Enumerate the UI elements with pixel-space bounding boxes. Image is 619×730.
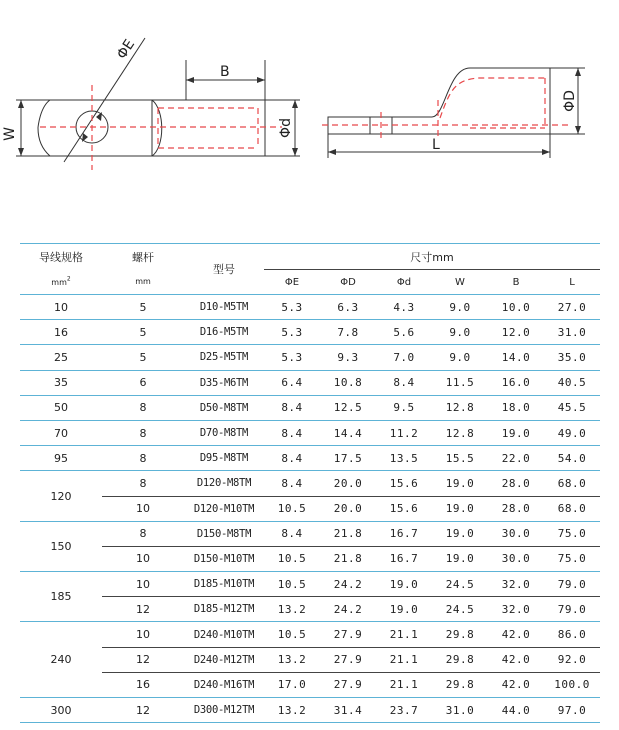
cell-l: 68.0 [544, 471, 600, 496]
cell-bolt: 10 [102, 622, 184, 647]
cell-l: 40.5 [544, 370, 600, 395]
header-dimensions: 尺寸mm [264, 244, 600, 270]
cell-phi-d-small: 19.0 [376, 572, 432, 597]
cell-phi-d-large: 20.0 [320, 471, 376, 496]
table-row [20, 597, 600, 622]
cell-l: 49.0 [544, 420, 600, 445]
cell-b: 19.0 [488, 420, 544, 445]
cell-phi-e: 13.2 [264, 647, 320, 672]
table-row [20, 370, 600, 395]
table-row [20, 345, 600, 370]
cell-phi-e: 6.4 [264, 370, 320, 395]
cell-wire-spec: 150 [20, 521, 102, 571]
cell-phi-d-large: 24.2 [320, 572, 376, 597]
cell-phi-d-small: 15.6 [376, 471, 432, 496]
cell-b: 42.0 [488, 672, 544, 697]
side-view-hidden-lines [322, 78, 568, 140]
cell-bolt: 8 [102, 471, 184, 496]
cell-phi-d-small: 13.5 [376, 446, 432, 471]
cell-b: 42.0 [488, 622, 544, 647]
cell-phi-e: 8.4 [264, 395, 320, 420]
lug-palm-outline [38, 100, 162, 156]
cell-model: D16-M5TM [184, 320, 264, 345]
cell-phi-e: 8.4 [264, 420, 320, 445]
cell-b: 44.0 [488, 698, 544, 723]
cell-l: 79.0 [544, 572, 600, 597]
cell-model: D70-M8TM [184, 420, 264, 445]
terminal-lug-drawing [0, 0, 619, 180]
table-row [20, 395, 600, 420]
cell-phi-e: 17.0 [264, 672, 320, 697]
spec-table-header [20, 244, 600, 295]
cell-bolt: 5 [102, 320, 184, 345]
label-l: L [432, 137, 440, 153]
label-b: B [220, 64, 230, 80]
cell-phi-d-small: 23.7 [376, 698, 432, 723]
table-row [20, 647, 600, 672]
table-row [20, 572, 600, 597]
cell-l: 86.0 [544, 622, 600, 647]
cell-phi-d-small: 4.3 [376, 295, 432, 320]
cell-l: 75.0 [544, 546, 600, 571]
cell-phi-e: 10.5 [264, 546, 320, 571]
cell-bolt: 12 [102, 698, 184, 723]
cell-b: 30.0 [488, 546, 544, 571]
cell-phi-d-small: 11.2 [376, 420, 432, 445]
cell-phi-d-small: 16.7 [376, 521, 432, 546]
cell-w: 29.8 [432, 672, 488, 697]
cell-bolt: 12 [102, 597, 184, 622]
cell-phi-d-large: 27.9 [320, 647, 376, 672]
cell-bolt: 10 [102, 496, 184, 521]
cell-b: 42.0 [488, 647, 544, 672]
cell-l: 75.0 [544, 521, 600, 546]
cell-phi-d-large: 7.8 [320, 320, 376, 345]
cell-w: 19.0 [432, 471, 488, 496]
cell-model: D150-M8TM [184, 521, 264, 546]
cell-bolt: 5 [102, 345, 184, 370]
cell-model: D300-M12TM [184, 698, 264, 723]
cell-l: 45.5 [544, 395, 600, 420]
header-model: 型号 [184, 244, 264, 295]
cell-model: D240-M16TM [184, 672, 264, 697]
cell-b: 30.0 [488, 521, 544, 546]
table-row [20, 420, 600, 445]
top-view-arrows [18, 77, 298, 156]
cell-b: 22.0 [488, 446, 544, 471]
cell-model: D185-M10TM [184, 572, 264, 597]
cell-b: 10.0 [488, 295, 544, 320]
cell-w: 9.0 [432, 345, 488, 370]
cell-phi-d-large: 21.8 [320, 521, 376, 546]
cell-phi-e: 8.4 [264, 521, 320, 546]
cell-bolt: 5 [102, 295, 184, 320]
cell-bolt: 8 [102, 446, 184, 471]
cell-model: D95-M8TM [184, 446, 264, 471]
cell-phi-d-small: 7.0 [376, 345, 432, 370]
header-bolt: 螺杆 [102, 244, 184, 270]
cell-wire-spec: 35 [20, 370, 102, 395]
cell-l: 79.0 [544, 597, 600, 622]
cell-w: 24.5 [432, 597, 488, 622]
cell-phi-d-small: 9.5 [376, 395, 432, 420]
cell-phi-d-large: 24.2 [320, 597, 376, 622]
cell-w: 19.0 [432, 521, 488, 546]
cell-model: D120-M10TM [184, 496, 264, 521]
cell-b: 28.0 [488, 496, 544, 521]
cell-model: D50-M8TM [184, 395, 264, 420]
header-bolt-unit: mm [102, 270, 184, 295]
cell-b: 28.0 [488, 471, 544, 496]
label-phi-d-large: ΦD [562, 90, 578, 112]
side-view [328, 68, 585, 158]
cell-phi-e: 10.5 [264, 622, 320, 647]
cell-bolt: 12 [102, 647, 184, 672]
cell-l: 97.0 [544, 698, 600, 723]
cell-bolt: 8 [102, 420, 184, 445]
header-dim-b: B [488, 270, 544, 295]
cell-phi-d-large: 6.3 [320, 295, 376, 320]
cell-phi-d-small: 8.4 [376, 370, 432, 395]
cell-wire-spec: 25 [20, 345, 102, 370]
header-dim-l: L [544, 270, 600, 295]
cell-w: 19.0 [432, 546, 488, 571]
cell-phi-e: 8.4 [264, 446, 320, 471]
cell-model: D240-M12TM [184, 647, 264, 672]
cell-wire-spec: 16 [20, 320, 102, 345]
spec-table-body [20, 295, 600, 723]
cell-l: 54.0 [544, 446, 600, 471]
cell-wire-spec: 240 [20, 622, 102, 698]
cell-phi-e: 13.2 [264, 597, 320, 622]
table-row [20, 295, 600, 320]
cell-wire-spec: 95 [20, 446, 102, 471]
header-dim-phi-e: ΦE [264, 270, 320, 295]
cell-phi-d-large: 21.8 [320, 546, 376, 571]
cell-phi-d-large: 27.9 [320, 672, 376, 697]
table-row [20, 496, 600, 521]
cell-phi-d-large: 12.5 [320, 395, 376, 420]
cell-phi-d-small: 21.1 [376, 672, 432, 697]
cell-w: 19.0 [432, 496, 488, 521]
cell-w: 24.5 [432, 572, 488, 597]
cell-phi-d-small: 21.1 [376, 622, 432, 647]
cell-phi-e: 5.3 [264, 295, 320, 320]
cell-wire-spec: 50 [20, 395, 102, 420]
cell-phi-d-large: 27.9 [320, 622, 376, 647]
cell-w: 9.0 [432, 295, 488, 320]
table-row [20, 546, 600, 571]
side-view-arrows [328, 68, 581, 155]
header-dim-phi-d-small: Φd [376, 270, 432, 295]
cell-b: 16.0 [488, 370, 544, 395]
cell-wire-spec: 300 [20, 698, 102, 723]
cell-phi-d-large: 9.3 [320, 345, 376, 370]
table-row [20, 446, 600, 471]
cell-w: 12.8 [432, 420, 488, 445]
cell-bolt: 6 [102, 370, 184, 395]
cell-phi-e: 10.5 [264, 572, 320, 597]
cell-phi-e: 5.3 [264, 345, 320, 370]
cell-model: D25-M5TM [184, 345, 264, 370]
table-row [20, 521, 600, 546]
cell-model: D10-M5TM [184, 295, 264, 320]
cell-b: 32.0 [488, 597, 544, 622]
header-wire-unit: $mm^2$ [20, 270, 102, 295]
cell-wire-spec: 120 [20, 471, 102, 521]
cell-phi-d-large: 17.5 [320, 446, 376, 471]
cell-w: 29.8 [432, 622, 488, 647]
cell-l: 92.0 [544, 647, 600, 672]
cell-b: 14.0 [488, 345, 544, 370]
cell-w: 9.0 [432, 320, 488, 345]
cell-b: 32.0 [488, 572, 544, 597]
cell-bolt: 10 [102, 572, 184, 597]
cell-model: D150-M10TM [184, 546, 264, 571]
cell-phi-e: 13.2 [264, 698, 320, 723]
cell-bolt: 16 [102, 672, 184, 697]
cell-l: 31.0 [544, 320, 600, 345]
cell-w: 31.0 [432, 698, 488, 723]
cell-w: 11.5 [432, 370, 488, 395]
table-row [20, 320, 600, 345]
cell-l: 100.0 [544, 672, 600, 697]
cell-phi-d-small: 16.7 [376, 546, 432, 571]
cell-phi-d-large: 14.4 [320, 420, 376, 445]
cell-model: D120-M8TM [184, 471, 264, 496]
cell-model: D35-M6TM [184, 370, 264, 395]
cell-phi-d-large: 20.0 [320, 496, 376, 521]
cell-model: D185-M12TM [184, 597, 264, 622]
cell-b: 12.0 [488, 320, 544, 345]
cell-phi-d-small: 19.0 [376, 597, 432, 622]
header-dim-w: W [432, 270, 488, 295]
cell-wire-spec: 70 [20, 420, 102, 445]
spec-table [20, 243, 600, 723]
label-w: W [2, 127, 18, 141]
cell-l: 68.0 [544, 496, 600, 521]
cell-w: 29.8 [432, 647, 488, 672]
header-dim-phi-d-large: ΦD [320, 270, 376, 295]
cell-bolt: 8 [102, 395, 184, 420]
cell-w: 15.5 [432, 446, 488, 471]
lug-side-outline [328, 68, 550, 134]
cell-w: 12.8 [432, 395, 488, 420]
label-phi-d-small: Φd [278, 118, 294, 138]
cell-wire-spec: 10 [20, 295, 102, 320]
table-row [20, 471, 600, 496]
cell-l: 35.0 [544, 345, 600, 370]
cell-phi-e: 8.4 [264, 471, 320, 496]
table-row [20, 622, 600, 647]
cell-phi-e: 5.3 [264, 320, 320, 345]
cell-wire-spec: 185 [20, 572, 102, 622]
cell-phi-d-large: 10.8 [320, 370, 376, 395]
table-row [20, 698, 600, 723]
cell-phi-d-small: 21.1 [376, 647, 432, 672]
table-row [20, 672, 600, 697]
cell-phi-e: 10.5 [264, 496, 320, 521]
cell-phi-d-small: 15.6 [376, 496, 432, 521]
cell-b: 18.0 [488, 395, 544, 420]
header-wire-spec: 导线规格 [20, 244, 102, 270]
cell-model: D240-M10TM [184, 622, 264, 647]
cell-phi-d-large: 31.4 [320, 698, 376, 723]
cell-bolt: 8 [102, 521, 184, 546]
cell-phi-d-small: 5.6 [376, 320, 432, 345]
cell-l: 27.0 [544, 295, 600, 320]
label-phi-e: ΦE [113, 36, 139, 63]
cell-bolt: 10 [102, 546, 184, 571]
